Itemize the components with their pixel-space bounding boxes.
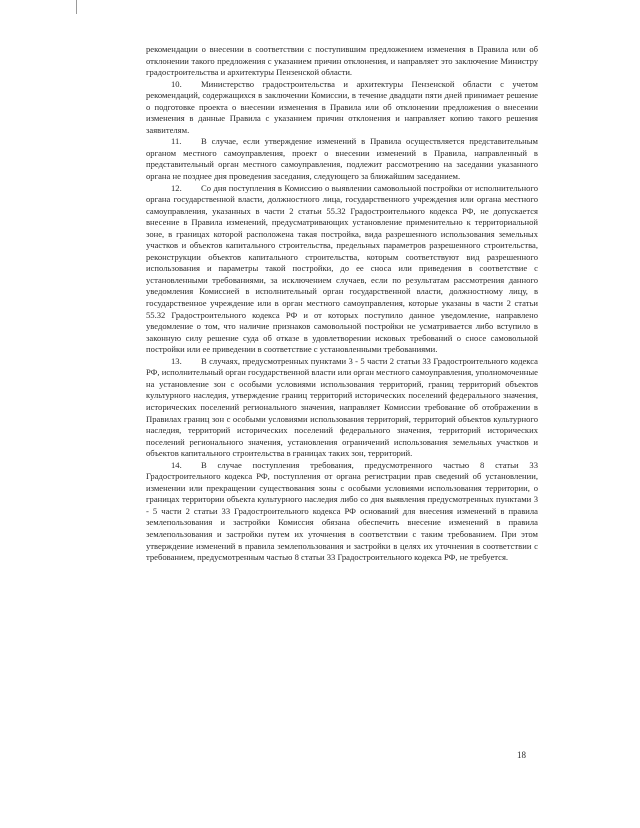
paragraph-11 bbox=[146, 136, 538, 182]
scan-edge-mark bbox=[76, 0, 77, 14]
paragraph-text: Со дня поступления в Комиссию о выявлении самовольной постройки от исполнительного органа государственной власти, должностного лица, государственного учреждения или органа местного самоуправления, указанных в части 2 статьи 55.32 Градостроительного кодекса РФ, не допускается внесение в Правила изменений, предусматривающих установление применительно к территориальной зоне, в границах которой расположена такая постройка, вида разрешенного использования земельных участков и объектов капитального строительства, предельных параметров разрешенного строительства, реконструкции объектов капитального строительства, которым соответствуют вид разрешенного использования и параметры такой постройки, до ее сноса или приведения в соответствие с установленными требованиями, за исключением случаев, если по результатам рассмотрения данного уведомления Комиссией в исполнительный орган государственной власти, должностному лицу, в государственное учреждение или в орган местного самоуправления, которые указаны в части 2 статьи 55.32 Градостроительного кодекса РФ и от которых поступило данное уведомление, направлено уведомление о том, что наличие признаков самовольной постройки не усматривается либо вступило в законную силу решение суда об отказе в удовлетворении исковых требований о сносе самовольной постройки или ее приведении в соответствие с установленными требованиями. bbox=[146, 182, 538, 355]
paragraph-text: В случае поступления требования, предусмотренного частью 8 статьи 33 Градостроительного кодекса РФ, поступления от органа регистрации прав сведений об установлении, изменении или прекращении существования зоны с особыми условиями использования территории, о границах территории объекта культурного наследия либо со дня выявления предусмотренных пунктами 3 - 5 части 2 статьи 33 Градостроительного кодекса РФ оснований для внесения изменений в правила землепользования и застройки Комиссия обязана обеспечить внесение изменений в правила землепользования и застройки путем их уточнения в соответствии с таким требованием. При этом утверждение изменений в правила землепользования и застройки в целях их уточнения в соответствии с требованием, предусмотренным частью 8 статьи 33 Градостроительного кодекса РФ, не требуется. bbox=[146, 459, 538, 563]
paragraph-text: В случаях, предусмотренных пунктами 3 - 5 части 2 статьи 33 Градостроительного кодекса РФ, исполнительный орган государственной власти или орган местного самоуправления, уполномоченные на установление зон с особыми условиями использования территорий, границ территорий объектов культурного наследия, утверждение границ территорий исторических поселений федерального значения, исторических поселений регионального значения, направляет Комиссии требование об отображении в Правилах границ зон с особыми условиями использования территорий, территорий объектов культурного наследия, территорий исторических поселений федерального значения, территорий исторических поселений регионального значения, установления ограничений использования земельных участков и объектов капитального строительства в границах таких зон, территорий. bbox=[146, 355, 538, 459]
paragraph-number: 13. bbox=[171, 355, 182, 366]
paragraph-text: В случае, если утверждение изменений в Правила осуществляется представительным органом местного самоуправления, проект о внесении изменений в Правила, направленный в представительный орган местного самоуправления, подлежит рассмотрению на заседании указанного органа не позднее дня проведения заседания, следующего за ближайшим заседанием. bbox=[146, 136, 538, 182]
paragraph-number: 12. bbox=[171, 182, 182, 193]
continuation-paragraph: рекомендации о внесении в соответствии с поступившим предложением изменения в Правила или об отклонении такого предложения с указанием причин отклонения, и направляет это заключение Министру градостроительства и архитектуры Пензенской области. bbox=[146, 44, 538, 78]
document-body bbox=[146, 44, 538, 564]
paragraph-14 bbox=[146, 460, 538, 564]
paragraph-number: 14. bbox=[171, 459, 182, 470]
paragraph-10 bbox=[146, 79, 538, 137]
page-number: 18 bbox=[517, 750, 526, 760]
paragraph-text: Министерство градостроительства и архитектуры Пензенской области с учетом рекомендаций, содержащихся в заключении Комиссии, в течение двадцати пяти дней принимает решение о подготовке проекта о внесении изменения в Правила или об отклонении предложения о внесении изменения в данные Правила с указанием причин отклонения и направляет копию такого решения заявителям. bbox=[146, 78, 538, 135]
paragraph-number: 11. bbox=[171, 136, 182, 147]
paragraph-12 bbox=[146, 183, 538, 356]
paragraph-13 bbox=[146, 356, 538, 460]
paragraph-number: 10. bbox=[171, 78, 182, 89]
